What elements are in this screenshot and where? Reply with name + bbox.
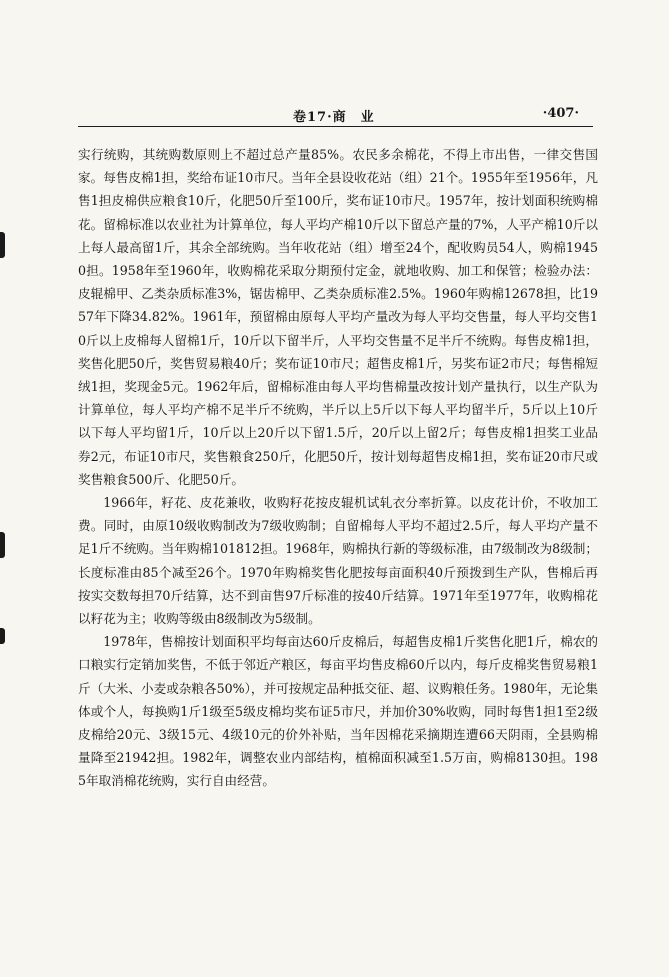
scan-edge-mark <box>0 628 5 644</box>
scan-edge-mark <box>0 532 5 558</box>
section-title: 卷17·商 业 <box>293 110 375 125</box>
paragraph: 实行统购，其统购数原则上不超过总产量85%。农民多余棉花，不得上市出售，一律交售国家。每售皮棉1担，奖给布证10市尺。当年全县设收花站（组）21个。1955年至1956年，凡售1担皮棉供应粮食10斤，化肥50斤至100斤，奖布证10市尺。1957年，按计划面积统购棉花。留棉标准以农业社为计算单位，每人平均产棉10斤以下留总产量的7%，人平产棉10斤以上每人最高留1斤，其余全部统购。当年收花站（组）增至24个，配收购员54人，购棉19450担。1958年至1960年，收购棉花采取分期预付定金，就地收购、加工和保管；检验办法：皮辊棉甲、乙类杂质标准3%，锯齿棉甲、乙类杂质标准2.5%。1960年购棉12678担，比1957年下降34.82%。1961年，预留棉由原每人平均产量改为每人平均交售量，每人平均交售10斤以上皮棉每人留棉1斤，10斤以下留半斤，人平均交售量不足半斤不统购。每售皮棉1担，奖售化肥50斤，奖售贸易粮40斤；奖布证10市尺；超售皮棉1斤，另奖布证2市尺；每售棉短绒1担，奖现金5元。1962年后，留棉标准由每人平均售棉量改按计划产量执行，以生产队为计算单位，每人平均产棉不足半斤不统购，半斤以上5斤以下每人平均留半斤，5斤以上10斤以下每人平均留1斤，10斤以上20斤以下留1.5斤，20斤以上留2斤；每售皮棉1担奖工业品券2元，布证10市尺，奖售粮食250斤，化肥50斤，按计划每超售皮棉1担，奖布证20市尺或奖售粮食500斤、化肥50斤。 <box>78 147 598 487</box>
page-number: ·407· <box>542 106 579 121</box>
page-header <box>78 100 593 127</box>
paragraph: 1966年，籽花、皮花兼收，收购籽花按皮辊机试轧衣分率折算。以皮花计价，不收加工费。同时，由原10级收购制改为7级收购制；自留棉每人平均不超过2.5斤，每人平均产量不足1斤不统购。当年购棉101812担。1968年，购棉执行新的等级标准，由7级制改为8级制；长度标准由85个减至26个。1970年购棉奖售化肥按每亩面积40斤预拨到生产队，售棉后再按实交数每担70斤结算，达不到亩售97斤标准的按40斤结算。1971年至1977年，收购棉花以籽花为主；收购等级由8级制改为5级制。 <box>78 495 598 627</box>
scan-edge-mark <box>0 232 5 258</box>
body-text <box>78 143 598 793</box>
paragraph: 1978年，售棉按计划面积平均每亩达60斤皮棉后，每超售皮棉1斤奖售化肥1斤，棉农的口粮实行定销加奖售，不低于邻近产粮区，每亩平均售皮棉60斤以内，每斤皮棉奖售贸易粮1斤（大米、小麦或杂粮各50%），并可按规定品种抵交征、超、议购粮任务。1980年，无论集体或个人，每换购1斤1级至5级皮棉均奖布证5市尺，并加价30%收购，同时每售1担1至2级皮棉给20元、3级15元、4级10元的价外补贴，当年因棉花采摘期连遭66天阴雨，全县购棉量降至21942担。1982年，调整农业内部结构，植棉面积减至1.5万亩，购棉8130担。1985年取消棉花统购，实行自由经营。 <box>78 634 598 789</box>
